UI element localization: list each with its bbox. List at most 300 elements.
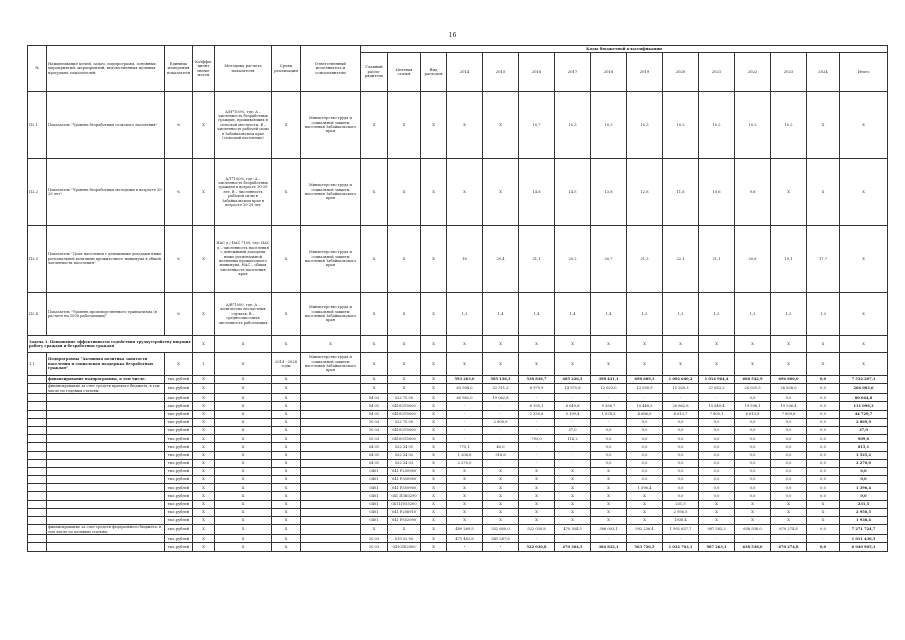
cell-target: Х [388, 353, 421, 376]
cell-year-value: 0,0 [735, 426, 771, 434]
cell-year-value: 1,3 [771, 293, 807, 336]
cell-year-value: Х [771, 353, 807, 376]
header-term: Сроки реализации [272, 46, 301, 92]
cell-year-value: 0,0 [699, 451, 735, 459]
cell-total: 6 040 905,3 [840, 543, 888, 551]
row-no [28, 435, 47, 443]
cell-year-value: 1,3 [627, 293, 663, 336]
cell-year-value: 485 226,5 [555, 376, 591, 384]
cell-year-value: - [735, 535, 771, 543]
cell-year-value: 0,0 [663, 492, 699, 500]
cell-resp [301, 535, 361, 543]
header-year: 2015 [483, 53, 519, 92]
cell-year-value: - [519, 451, 555, 459]
cell-admin: Х [361, 376, 388, 384]
cell-year-value: - [519, 418, 555, 426]
cell-year-value: Х [807, 159, 840, 226]
finance-name [47, 443, 165, 451]
cell-year-value: 1 674,3 [591, 410, 627, 418]
cell-year-value: Х [735, 517, 771, 525]
finance-name: финансирование за счет средств федерального бюджета, в том числе по целевым статьям: [47, 525, 165, 535]
cell-year-value: Х [555, 484, 591, 492]
cell-year-value: 2 330,8 [519, 410, 555, 418]
finance-row [28, 508, 888, 516]
cell-total: 1 525,2 [840, 451, 888, 459]
cell-year-value: 8 049,8 [555, 402, 591, 410]
cell-year-value: 0,0 [807, 410, 840, 418]
cell-year-value: Х [807, 92, 840, 159]
cell-resp [301, 500, 361, 508]
cell-unit: тыс.рублей [165, 467, 193, 475]
cell-c2: Х [215, 394, 272, 402]
cell-method: НАС д / НАС *100, где: НАС д – численность населения с денежными доходами ниже региональной величины прожиточного минимума, НАС – общая численность населения края [215, 226, 272, 293]
cell-year-value: Х [627, 500, 663, 508]
cell-year-value: 116,2 [555, 435, 591, 443]
task-cell: Х [807, 336, 840, 353]
cell-year-value: Х [627, 508, 663, 516]
cell-c1: Х [193, 451, 215, 459]
cell-resp [301, 394, 361, 402]
cell-year-value: 0,0 [591, 459, 627, 467]
cell-admin: 10 03 [361, 535, 388, 543]
cell-c1: Х [193, 517, 215, 525]
cell-c2: Х [215, 410, 272, 418]
cell-year-value: 2 270,0 [447, 459, 483, 467]
cell-admin: 10 03 [361, 435, 388, 443]
finance-row [28, 467, 888, 475]
cell-total: Х [840, 293, 888, 336]
finance-name [47, 435, 165, 443]
cell-year-value: Х [447, 353, 483, 376]
cell-c1: Х [193, 535, 215, 543]
cell-year-value: - [483, 410, 519, 418]
task-cell: Х [421, 336, 447, 353]
cell-year-value: 0,0 [807, 443, 840, 451]
cell-year-value: Х [771, 508, 807, 516]
cell-year-value: 15 849,4 [699, 402, 735, 410]
cell-resp [301, 410, 361, 418]
cell-year-value: - [591, 418, 627, 426]
cell-year-value: Х [699, 353, 735, 376]
cell-year-value: 10,2 [663, 92, 699, 159]
cell-total: 0,0 [840, 476, 888, 484]
cell-year-value: 14 975,8 [555, 384, 591, 394]
finance-row [28, 394, 888, 402]
cell-year-value: Х [699, 500, 735, 508]
cell-resp [301, 492, 361, 500]
cell-year-value: 1,3 [699, 293, 735, 336]
cell-year-value: - [555, 418, 591, 426]
cell-exptype: Х [421, 410, 447, 418]
cell-year-value: Х [447, 476, 483, 484]
header-resp: Ответственный исполнитель и соисполнители [301, 46, 361, 92]
cell-admin: 04 01 [361, 451, 388, 459]
cell-exptype: Х [421, 543, 447, 551]
cell-year-value: 20,7 [591, 226, 627, 293]
cell-exptype: Х [421, 443, 447, 451]
finance-row [28, 384, 888, 394]
cell-total: 2 956,5 [840, 508, 888, 516]
finance-name [47, 410, 165, 418]
cell-year-value: 0,0 [735, 492, 771, 500]
finance-name [47, 508, 165, 516]
cell-total: 1 396,4 [840, 484, 888, 492]
indicator-row [28, 226, 888, 293]
cell-target: 0411Г055200 [388, 500, 421, 508]
cell-year-value: 698 689,3 [627, 376, 663, 384]
cell-c1: Х [193, 435, 215, 443]
cell-year-value: 0,0 [735, 459, 771, 467]
cell-unit: Х [165, 353, 193, 376]
cell-year-value: 0,0 [807, 459, 840, 467]
cell-unit: тыс.рублей [165, 443, 193, 451]
cell-resp [301, 384, 361, 394]
cell-year-value: 0,0 [807, 467, 840, 475]
cell-year-value: 20 862,8 [663, 402, 699, 410]
cell-year-value: 0,0 [735, 476, 771, 484]
cell-c1: Х [193, 376, 215, 384]
cell-total: 37,0 [840, 426, 888, 434]
cell-year-value: Х [771, 500, 807, 508]
cell-c1: Х [193, 525, 215, 535]
cell-year-value: 0,0 [735, 394, 771, 402]
cell-term: Х [272, 92, 301, 159]
row-no [28, 476, 47, 484]
cell-c2: Х [215, 476, 272, 484]
header-year: 2021 [699, 53, 735, 92]
cell-year-value: 0,0 [627, 467, 663, 475]
finance-row [28, 525, 888, 535]
cell-year-value: 0,0 [807, 418, 840, 426]
cell-year-value: Х [519, 484, 555, 492]
cell-target: Х [388, 226, 421, 293]
cell-target: Х [388, 159, 421, 226]
cell-year-value: - [519, 443, 555, 451]
cell-admin: Х [361, 384, 388, 394]
cell-c2: Х [215, 492, 272, 500]
cell-c3: Х [272, 467, 301, 475]
finance-name [47, 402, 165, 410]
cell-year-value: Х [447, 492, 483, 500]
cell-year-value: 0,0 [663, 426, 699, 434]
cell-target: 04100Л5000 [388, 426, 421, 434]
cell-year-value: 0,0 [627, 459, 663, 467]
cell-year-value: Х [591, 492, 627, 500]
cell-total: Х [840, 159, 888, 226]
cell-c3: Х [272, 500, 301, 508]
finance-row [28, 418, 888, 426]
cell-total: 2 869,9 [840, 418, 888, 426]
cell-year-value: Х [555, 508, 591, 516]
cell-target: 522 75 00 [388, 394, 421, 402]
cell-year-value: Х [447, 517, 483, 525]
cell-admin: Х [361, 293, 388, 336]
cell-year-value: Х [483, 159, 519, 226]
cell-year-value: Х [555, 517, 591, 525]
cell-c3: Х [272, 410, 301, 418]
cell-year-value: 10 448,5 [627, 402, 663, 410]
row-no [28, 500, 47, 508]
cell-year-value: 563 720,5 [627, 543, 663, 551]
task-cell: Х [361, 336, 388, 353]
finance-row [28, 492, 888, 500]
cell-year-value: 10,2 [771, 92, 807, 159]
finance-row [28, 426, 888, 434]
cell-year-value: 2 956,5 [663, 508, 699, 516]
cell-year-value: 1 014 964,4 [699, 376, 735, 384]
cell-c3: Х [272, 418, 301, 426]
cell-year-value: 4 613,7 [663, 410, 699, 418]
cell-total: 7 532 207,3 [840, 376, 888, 384]
header-year: 2017 [555, 53, 591, 92]
indicator-name: Показатель "Доля населения с денежными доходами ниже региональной величины прожиточного минимума в общей численности населения" [47, 226, 165, 293]
cell-total: 7 271 724,7 [840, 525, 888, 535]
cell-year-value: 13 590,9 [627, 384, 663, 394]
cell-admin: 04 01 [361, 443, 388, 451]
cell-year-value: 40,0 [483, 443, 519, 451]
cell-year-value: Х [483, 92, 519, 159]
cell-coef: Х [193, 293, 215, 336]
cell-year-value: - [483, 426, 519, 434]
cell-total: Х [840, 353, 888, 376]
cell-resp [301, 525, 361, 535]
cell-total: 1 011 430,5 [840, 535, 888, 543]
cell-year-value: Х [483, 353, 519, 376]
cell-year-value: 9 556,7 [591, 402, 627, 410]
cell-year-value: 987 263,1 [699, 543, 735, 551]
cell-exptype: Х [421, 484, 447, 492]
cell-total: 44 729,7 [840, 410, 888, 418]
cell-year-value: - [627, 394, 663, 402]
cell-c1: Х [193, 443, 215, 451]
cell-year-value: - [483, 543, 519, 551]
cell-year-value: Х [483, 484, 519, 492]
cell-year-value: - [483, 435, 519, 443]
cell-year-value: Х [483, 492, 519, 500]
cell-year-value: 27 653,2 [699, 384, 735, 394]
cell-year-value: 0,0 [771, 492, 807, 500]
cell-year-value: 14,8 [519, 159, 555, 226]
indicator-name: Показатель "Уровень безработицы молодежи в возрасте 20-29 лет" [47, 159, 165, 226]
cell-c3: Х [272, 451, 301, 459]
cell-unit: тыс.рублей [165, 384, 193, 394]
cell-total: 909,0 [840, 435, 888, 443]
cell-exptype: Х [421, 467, 447, 475]
cell-exptype: Х [421, 384, 447, 394]
task-cell: Х [215, 336, 272, 353]
indicator-row [28, 293, 888, 336]
cell-year-value: 20 025,9 [735, 384, 771, 394]
cell-year-value: - [555, 459, 591, 467]
finance-row [28, 410, 888, 418]
cell-year-value: 21,1 [519, 226, 555, 293]
cell-unit: % [165, 92, 193, 159]
cell-resp [301, 402, 361, 410]
cell-year-value: 20,2 [555, 226, 591, 293]
finance-name [47, 492, 165, 500]
finance-name [47, 476, 165, 484]
cell-year-value: 10,6 [699, 159, 735, 226]
finance-row [28, 476, 888, 484]
row-no [28, 508, 47, 516]
cell-exptype: Х [421, 353, 447, 376]
cell-year-value: Х [519, 353, 555, 376]
cell-term: Х [272, 293, 301, 336]
cell-c2: Х [215, 517, 272, 525]
cell-c3: Х [272, 426, 301, 434]
cell-year-value: 11,6 [663, 159, 699, 226]
cell-year-value: 593 263,0 [447, 376, 483, 384]
cell-exptype: Х [421, 492, 447, 500]
row-no: П2.1 [28, 92, 47, 159]
cell-year-value: - [555, 443, 591, 451]
finance-name [47, 467, 165, 475]
cell-unit: % [165, 226, 193, 293]
cell-target: 041 П3К0290 [388, 492, 421, 500]
cell-resp [301, 543, 361, 551]
cell-unit: тыс.рублей [165, 535, 193, 543]
cell-unit: тыс.рублей [165, 484, 193, 492]
cell-year-value: Х [519, 517, 555, 525]
indicator-name: Показатель "Уровень безработицы сельского населения" [47, 92, 165, 159]
cell-c1: Х [193, 418, 215, 426]
cell-exptype: Х [421, 394, 447, 402]
cell-year-value: 0,0 [663, 418, 699, 426]
row-no [28, 492, 47, 500]
cell-c2: Х [215, 525, 272, 535]
cell-year-value: 1938,4 [663, 517, 699, 525]
header-year: 2024 [807, 53, 840, 92]
row-no [28, 459, 47, 467]
cell-year-value: Х [519, 467, 555, 475]
header-target: Целевая статья [388, 53, 421, 92]
finance-row [28, 459, 888, 467]
cell-admin: Х [361, 525, 388, 535]
task-cell: Х [193, 336, 215, 353]
header-year: 2018 [591, 53, 627, 92]
cell-year-value: 0,0 [663, 435, 699, 443]
cell-year-value: - [519, 535, 555, 543]
cell-c3: Х [272, 543, 301, 551]
cell-c3: Х [272, 535, 301, 543]
cell-year-value: 0,0 [807, 376, 840, 384]
cell-year-value: 7 859,6 [771, 410, 807, 418]
cell-c1: Х [193, 484, 215, 492]
cell-c3: Х [272, 492, 301, 500]
cell-year-value: 18 [447, 226, 483, 293]
cell-c1: Х [193, 384, 215, 394]
cell-year-value: 0,0 [771, 443, 807, 451]
cell-year-value: 231,5 [663, 500, 699, 508]
cell-target: 522 75 00 [388, 418, 421, 426]
cell-year-value: 0,0 [735, 418, 771, 426]
cell-year-value: 470 304,5 [555, 525, 591, 535]
cell-year-value: 0,0 [591, 443, 627, 451]
cell-total: 0,0 [840, 467, 888, 475]
cell-year-value: Х [771, 517, 807, 525]
cell-exptype: Х [421, 508, 447, 516]
cell-unit: тыс.рублей [165, 418, 193, 426]
header-admin: Главный распо-рядитель [361, 53, 388, 92]
finance-row [28, 376, 888, 384]
cell-year-value: 6 613,8 [735, 410, 771, 418]
cell-admin: 04 01 [361, 459, 388, 467]
header-year: 2016 [519, 53, 555, 92]
cell-exptype: Х [421, 500, 447, 508]
cell-year-value: Х [555, 467, 591, 475]
cell-year-value: - [555, 451, 591, 459]
cell-c3: Х [272, 435, 301, 443]
cell-resp: Министерство труда и социальной защиты населения Забайкальского края [301, 353, 361, 376]
cell-year-value: 0,0 [699, 467, 735, 475]
cell-year-value: 0,0 [771, 418, 807, 426]
cell-year-value: 0,0 [807, 394, 840, 402]
cell-year-value: 1 032 703,1 [663, 543, 699, 551]
cell-c3: Х [272, 384, 301, 394]
cell-total: 266 003,6 [840, 384, 888, 394]
cell-coef: Х [193, 92, 215, 159]
cell-resp: Министерство труда и социальной защиты населения Забайкальского края [301, 293, 361, 336]
cell-admin: 0401 [361, 517, 388, 525]
cell-year-value: 670 274,8 [771, 525, 807, 535]
cell-year-value: 6 195,1 [519, 402, 555, 410]
subprogram-row [28, 353, 888, 376]
cell-year-value: 9,6 [735, 159, 771, 226]
row-no: П2.2 [28, 159, 47, 226]
cell-year-value: Х [699, 517, 735, 525]
cell-year-value: 0,0 [771, 467, 807, 475]
cell-target: Х [388, 92, 421, 159]
cell-year-value: Х [483, 517, 519, 525]
cell-year-value: 10,7 [519, 92, 555, 159]
finance-row [28, 435, 888, 443]
cell-unit: тыс.рублей [165, 517, 193, 525]
cell-year-value: 552 600,0 [483, 525, 519, 535]
cell-resp [301, 443, 361, 451]
finance-name [47, 517, 165, 525]
header-no: № [28, 46, 47, 92]
cell-year-value: Х [483, 476, 519, 484]
indicator-row [28, 92, 888, 159]
task-cell: Х [555, 336, 591, 353]
cell-unit: тыс.рублей [165, 376, 193, 384]
indicator-name: Показатель "Уровень производственного травматизма (в расчете на 1000 работающих)" [47, 293, 165, 336]
cell-year-value: 592 236,4 [627, 525, 663, 535]
cell-year-value: 12,8 [627, 159, 663, 226]
cell-admin: 10 03 [361, 418, 388, 426]
cell-year-value: Х [627, 492, 663, 500]
cell-c3: Х [272, 376, 301, 384]
cell-target: 04103S2900 [388, 543, 421, 551]
row-no [28, 394, 47, 402]
cell-exptype: Х [421, 418, 447, 426]
cell-year-value: Х [555, 476, 591, 484]
cell-year-value: - [447, 543, 483, 551]
finance-row [28, 402, 888, 410]
cell-year-value: Х [591, 500, 627, 508]
cell-year-value: Х [807, 508, 840, 516]
cell-resp [301, 484, 361, 492]
cell-exptype: Х [421, 435, 447, 443]
cell-year-value: - [771, 535, 807, 543]
cell-year-value: 775,1 [447, 443, 483, 451]
program-table [27, 45, 888, 552]
cell-year-value: Х [807, 517, 840, 525]
cell-year-value: Х [699, 508, 735, 516]
cell-target: Х [388, 376, 421, 384]
cell-year-value: 0,0 [771, 484, 807, 492]
cell-exptype: Х [421, 159, 447, 226]
